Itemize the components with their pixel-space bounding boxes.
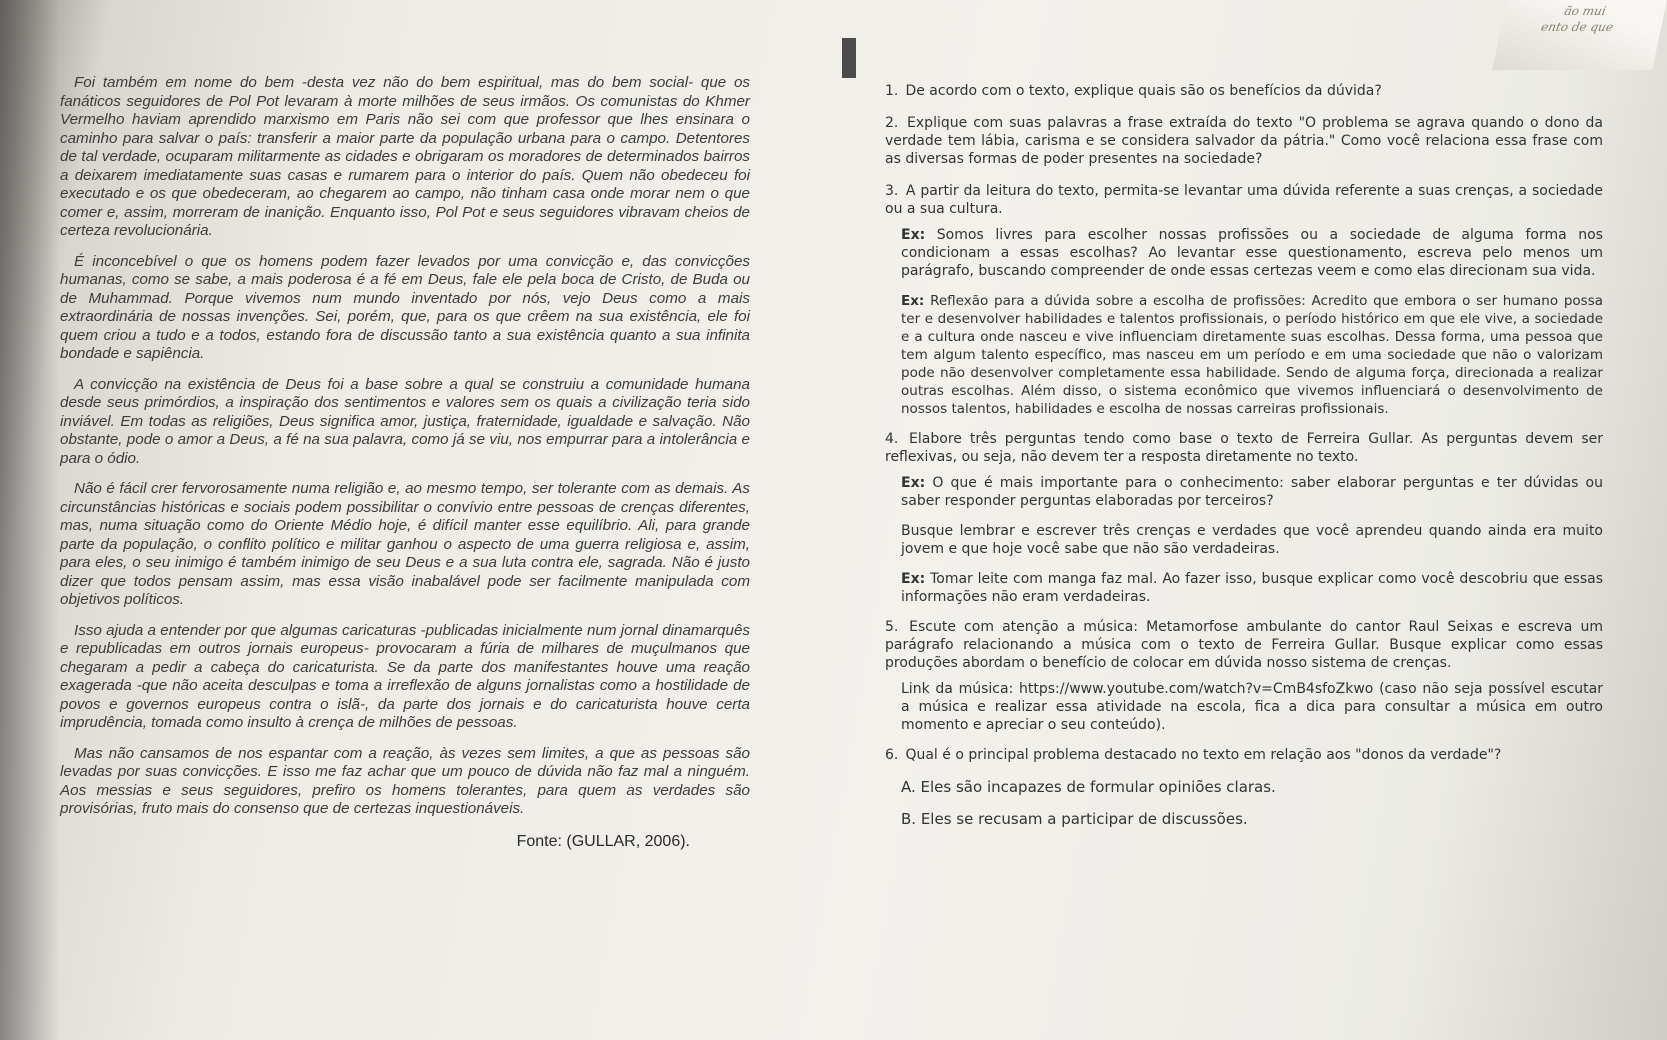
example-block bbox=[901, 292, 1603, 418]
question-number: 3. bbox=[885, 183, 899, 199]
example-text: Somos livres para escolher nossas profissões ou a sociedade de alguma forma nos condicionam a essas escolhas? Ao levantar esse questionamento, escreva pelo menos um parágrafo, buscando compreender de onde essas certezas veem e como elas direcionam sua vida. bbox=[901, 227, 1603, 279]
text-paragraph: É inconcebível o que os homens podem fazer levados por uma convicção e, das convicções humanas, como se sabe, a mais poderosa é a fé em Deus, fale ele pela boca de Cristo, de Buda ou de Muhammad. Porque vivemos num mundo inventado por nós, vejo Deus como a mais extraordinária de nossas invenções. Sei, porém, que, para os que crêem na sua existência, ele foi quem criou a tudo e a todos, estando fora de discussão tanto a sua existência quanto a sua infinita bondade e sapiência. bbox=[60, 252, 750, 362]
example-label: Ex: bbox=[901, 571, 926, 587]
question-2 bbox=[885, 114, 1603, 168]
corner-paper-note bbox=[1492, 0, 1667, 70]
question-text: Escute com atenção a música: Metamorfose ambulante do cantor Raul Seixas e escreva um parágrafo relacionando a música com o texto de Ferreira Gullar. Busque explicar como essas produções abordam o benefício de colocar em dúvida nosso sistema de crenças. bbox=[885, 619, 1603, 671]
text-paragraph: A convicção na existência de Deus foi a base sobre a qual se construiu a comunidade humana desde seus primórdios, a inspiração dos sentimentos e valores sem os quais a civilização teria sido inviável. Em todas as religiões, Deus significa amor, justiça, fraternidade, igualdade e salvação. Não obstante, pode o amor a Deus, a fé na sua palavra, como já se viu, nos empurrar para a intolerância e para o ódio. bbox=[60, 375, 750, 467]
question-text: Qual é o principal problema destacado no texto em relação aos "donos da verdade"? bbox=[905, 747, 1502, 763]
text-paragraph: Foi também em nome do bem -desta vez não do bem espiritual, mas do bem social- que os fanáticos seguidores de Pol Pot levaram à morte milhões de seus irmãos. Os comunistas do Khmer Vermelho haviam aprendido marxismo em Paris não sei com que professor que lhes ensinara o caminho para salvar o país: transferir a maior parte da população urbana para o campo. Detentores de tal verdade, ocuparam militarmente as cidades e obrigaram os moradores de determinados bairros a deixarem imediatamente suas casas e rumarem para o interior do país. Quem não obedeceu foi executado e os que obedeceram, ao chegarem ao campo, não tinham casa onde morar nem o que comer e, assim, morreram de inanição. Enquanto isso, Pol Pot e seus seguidores vibravam cheios de certeza revolucionária. bbox=[60, 74, 750, 239]
question-number: 4. bbox=[885, 431, 899, 447]
question-number: 1. bbox=[885, 83, 899, 99]
example-block bbox=[901, 226, 1603, 280]
question-text: A partir da leitura do texto, permita-se levantar uma dúvida referente a suas crenças, a sociedade ou a sua cultura. bbox=[885, 183, 1604, 217]
question-4 bbox=[885, 430, 1603, 466]
question-text: Elabore três perguntas tendo como base o texto de Ferreira Gullar. As perguntas devem ser reflexivas, ou seja, não devem ter a resposta diretamente no texto. bbox=[885, 431, 1604, 465]
question-number: 2. bbox=[885, 115, 899, 131]
question-3 bbox=[885, 182, 1603, 218]
music-link-text: Link da música: https://www.youtube.com/watch?v=CmB4sfoZkwo (caso não seja possível escutar a música e realizar essa atividade na escola, fica a dica para consultar a música em outro momento e apreciar o seu conteúdo). bbox=[901, 681, 1603, 733]
reading-text-column bbox=[60, 74, 750, 851]
question-6 bbox=[885, 746, 1603, 764]
text-paragraph: Mas não cansamos de nos espantar com a reação, às vezes sem limites, a que as pessoas são levadas por suas convicções. E isso me faz achar que um pouco de dúvida não faz mal a ninguém. Aos messias e seus seguidores, prefiro os homens tolerantes, para quem as verdades são provisórias, fruto mais do consenso que de certezas inquestionáveis. bbox=[60, 744, 750, 817]
questions-column bbox=[885, 82, 1603, 828]
example-block bbox=[901, 570, 1603, 606]
question-1 bbox=[885, 82, 1603, 100]
text-source: Fonte: (GULLAR, 2006). bbox=[516, 832, 690, 850]
example-text: O que é mais importante para o conhecimento: saber elaborar perguntas e ter dúvidas ou saber responder perguntas elaboradas por terceiros? bbox=[901, 475, 1603, 509]
page-shadow bbox=[0, 0, 60, 1040]
instruction-text: Busque lembrar e escrever três crenças e verdades que você aprendeu quando ainda era muito jovem e que hoje você sabe que não são verdadeiras. bbox=[901, 523, 1603, 557]
question-5 bbox=[885, 618, 1603, 672]
question-number: 6. bbox=[885, 747, 899, 763]
answer-option-a: A. Eles são incapazes de formular opiniões claras. bbox=[901, 778, 1276, 796]
corner-note-line-2: ento de que bbox=[1539, 20, 1615, 34]
question-text: De acordo com o texto, explique quais são os benefícios da dúvida? bbox=[905, 83, 1382, 99]
answer-option-b: B. Eles se recusam a participar de discussões. bbox=[901, 810, 1248, 828]
binding-mark bbox=[842, 38, 856, 78]
example-label: Ex: bbox=[901, 227, 926, 243]
text-paragraph: Não é fácil crer fervorosamente numa religião e, ao mesmo tempo, ser tolerante com as demais. As circunstâncias históricas e sociais podem possibilitar o convívio entre pessoas de crenças diferentes, mas, numa situação como do Oriente Médio hoje, é difícil manter esse equilíbrio. Ali, para grande parte da população, o conflito político e militar ganhou o aspecto de uma guerra religiosa e, assim, para eles, o seu inimigo é também inimigo de seu Deus e a sua luta contra ele, sagrada. Não é justo dizer que todos pensam assim, mas essa visão inabalável pode ser facilmente manipulada com objetivos políticos. bbox=[60, 480, 750, 608]
example-text: Reflexão para a dúvida sobre a escolha de profissões: Acredito que embora o ser humano possa ter e desenvolver habilidades e talentos profissionais, o período histórico em que ele vive, a sociedade e a cultura onde nasceu e vive influenciam diretamente suas escolhas. Dessa forma, uma pessoa que tem algum talento específico, mas nasceu em um período e em uma sociedade que não o valorizam pode não desenvolver completamente essa habilidade. Sendo de alguma força, direcionada a realizar outras escolhas. Além disso, o sistema econômico que vivemos influenciará o desenvolvimento de nossos talentos, habilidades e escolha de nossas carreiras profissionais. bbox=[901, 293, 1604, 417]
example-text: Tomar leite com manga faz mal. Ao fazer isso, busque explicar como você descobriu que essas informações não eram verdadeiras. bbox=[901, 571, 1604, 605]
question-number: 5. bbox=[885, 619, 899, 635]
question-text: Explique com suas palavras a frase extraída do texto "O problema se agrava quando o dono da verdade tem lábia, carisma e se considera salvador da pátria." Como você relaciona essa frase com as diversas formas de poder presentes na sociedade? bbox=[885, 115, 1603, 167]
corner-note-line-1: ão mui bbox=[1563, 4, 1608, 18]
example-label: Ex: bbox=[901, 475, 926, 491]
text-paragraph: Isso ajuda a entender por que algumas caricaturas -publicadas inicialmente num jornal dinamarquês e republicadas em outros jornais europeus- provocaram a fúria de milhares de muçulmanos que chegaram a pedir a cabeça do caricaturista. Se da parte dos manifestantes houve uma reação exagerada -que não aceita desculpas e toma a irreflexão de alguns jornalistas como a hostilidade de povos e governos europeus contra o islã-, da parte dos jornais e do caricaturista houve certa imprudência, tomada como insulto à crença de milhões de pessoas. bbox=[60, 621, 750, 731]
example-label: Ex: bbox=[901, 293, 925, 309]
example-block bbox=[901, 474, 1603, 510]
